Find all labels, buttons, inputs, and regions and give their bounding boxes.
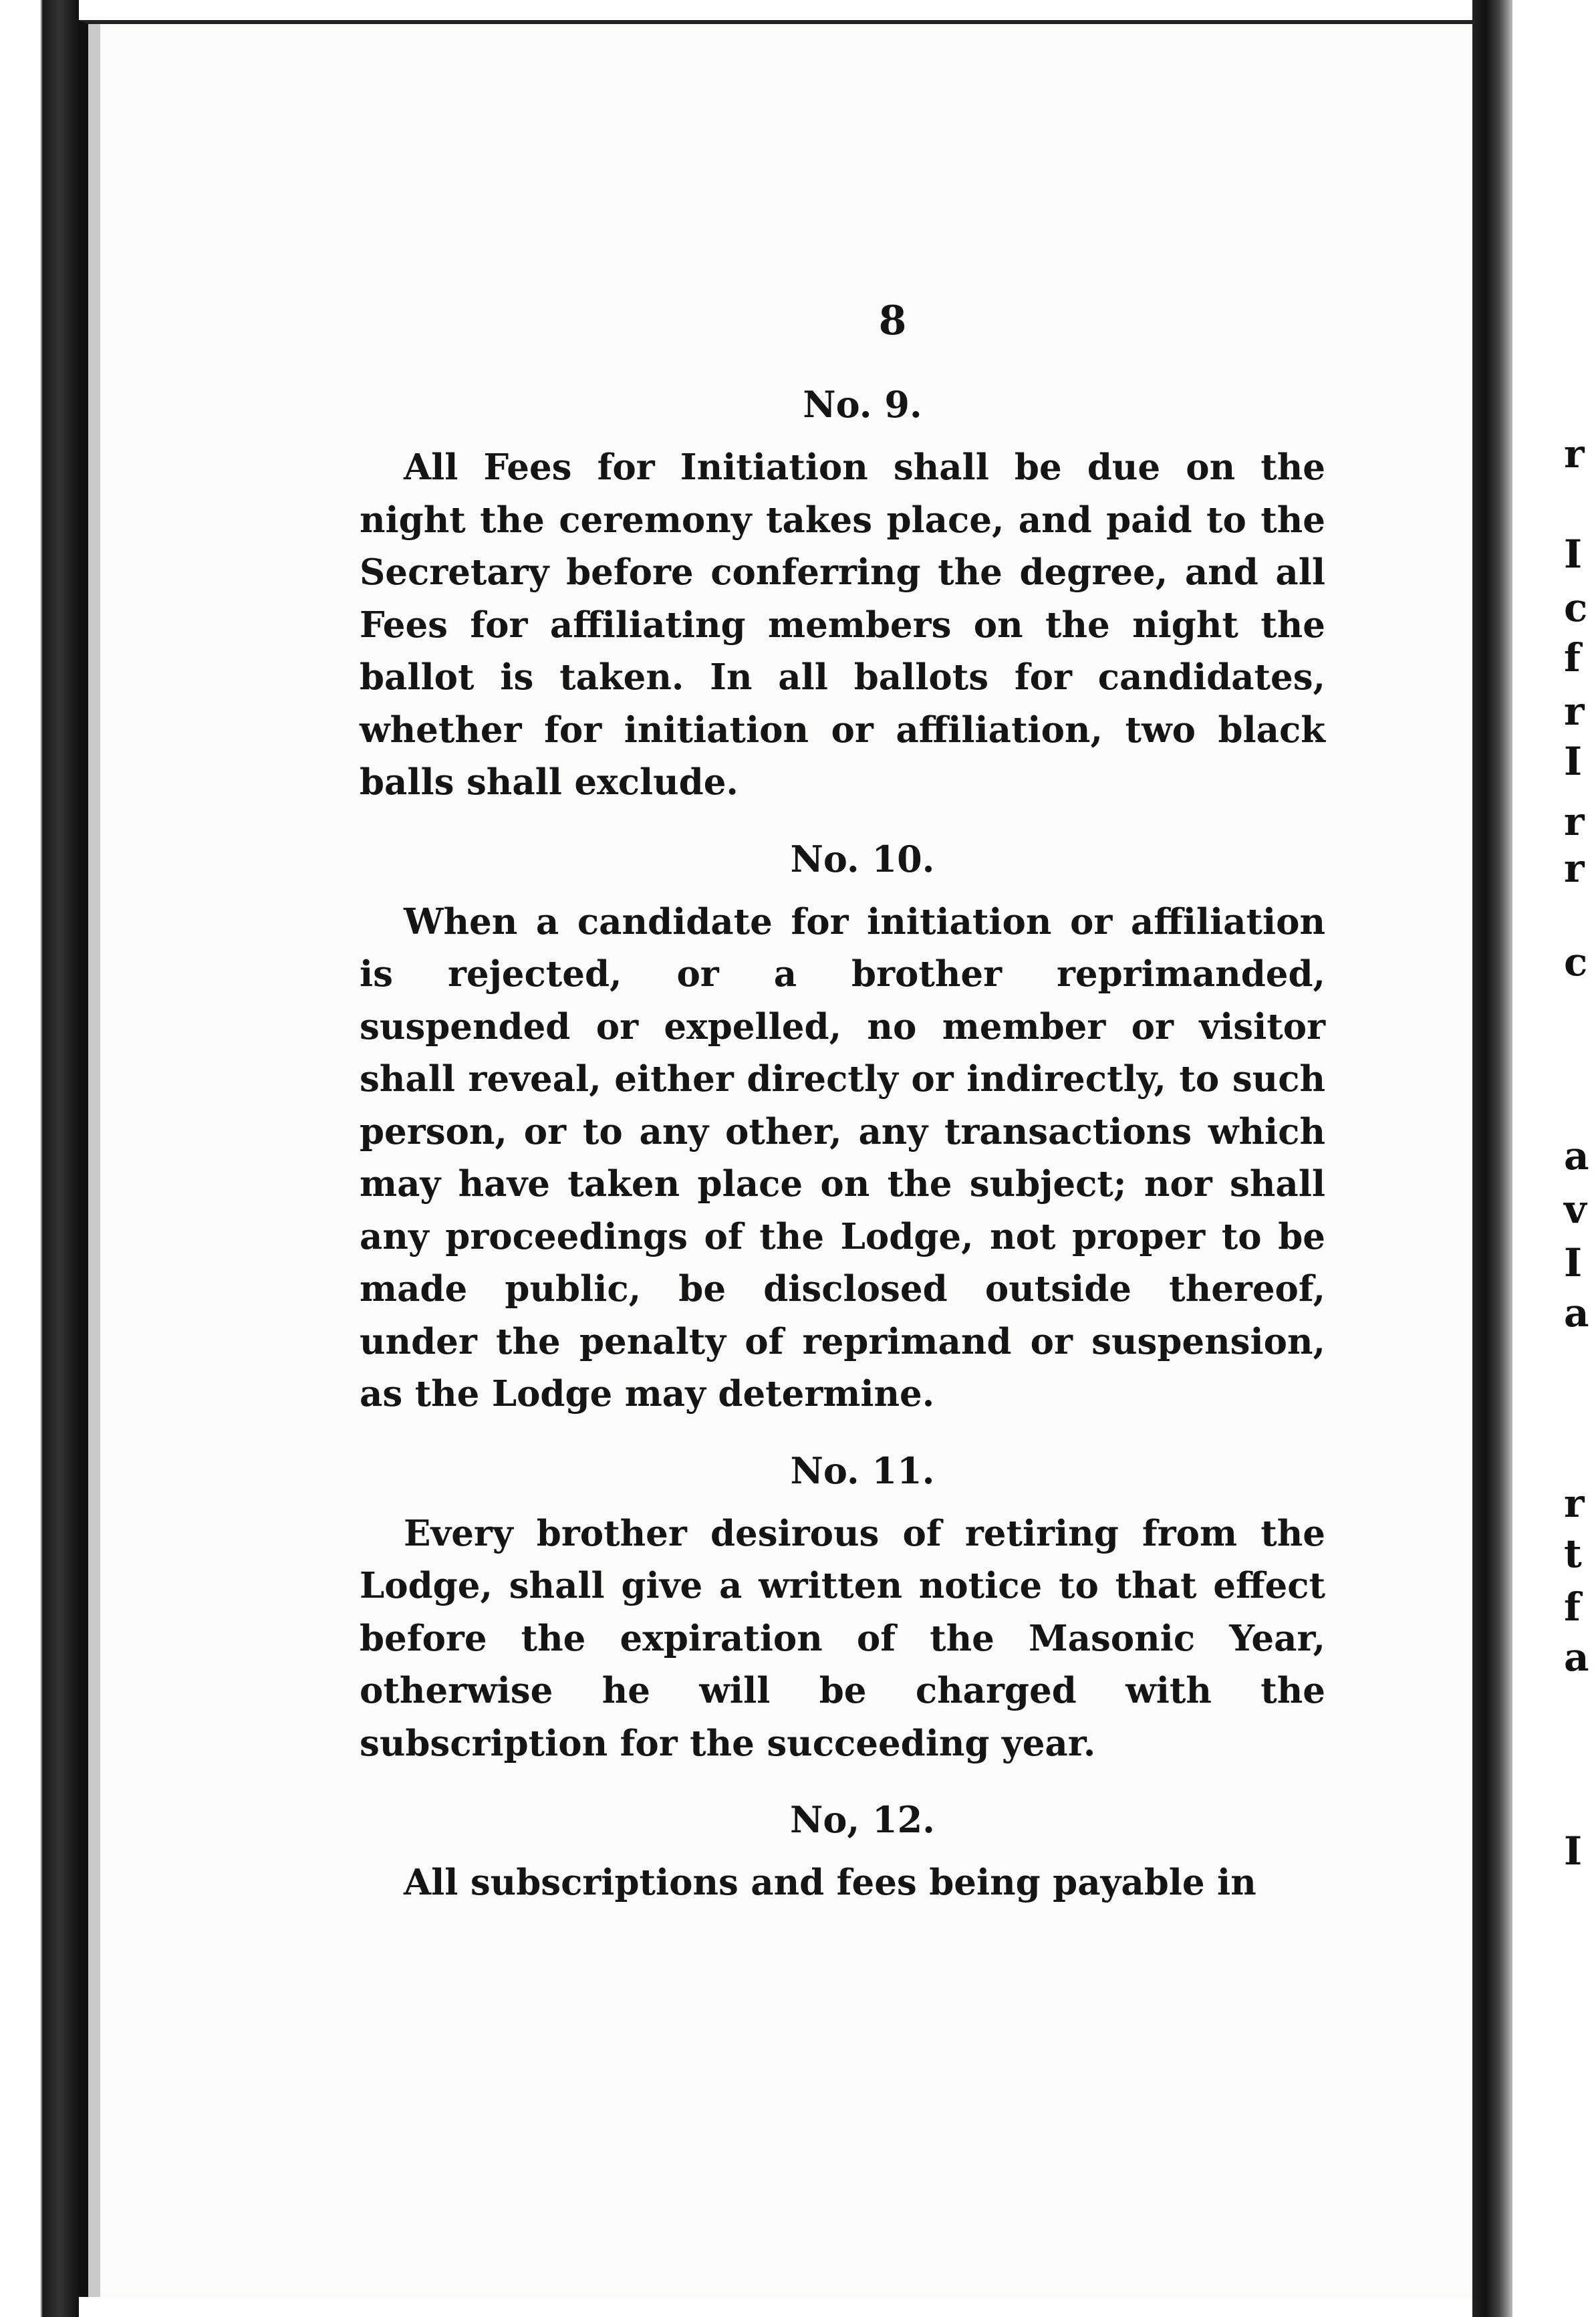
book-spine-edge	[0, 0, 79, 2317]
facing-page-char: c	[1564, 939, 1588, 985]
rule-paragraph: Every brother desirous of retiring from the Lodge, shall give a written notice to that effect before the expiration of the Masonic Year, otherwise he will be charged with the subscription for the succeeding year.	[360, 1512, 1325, 1764]
facing-page-char: f	[1564, 1584, 1581, 1630]
facing-page-char: I	[1564, 1240, 1583, 1286]
facing-page-char: I	[1564, 531, 1583, 577]
rule-heading: No. 10.	[790, 837, 935, 880]
book-gutter	[1472, 0, 1512, 2317]
facing-page-char: r	[1564, 846, 1585, 891]
page-text-block	[360, 294, 1325, 1936]
facing-page-char: a	[1564, 1634, 1589, 1680]
rule-paragraph: All subscriptions and fees being payable in	[404, 1862, 1256, 1903]
facing-page-char: c	[1564, 585, 1588, 630]
facing-page-text-fragments	[1564, 0, 1596, 2317]
facing-page-char: v	[1564, 1187, 1587, 1232]
rule-heading: No, 12.	[790, 1798, 935, 1841]
facing-page-char: I	[1564, 1828, 1583, 1874]
facing-page-char: t	[1564, 1531, 1582, 1576]
facing-page-char: r	[1564, 431, 1585, 477]
rule-paragraph: When a candidate for initiation or affiliation is rejected, or a brother reprimanded, suspended or expelled, no member or visitor shall reveal, either directly or indirectly, to such person, or to any other, any transactions which may have taken place on the subject; nor shall any proceedings of the Lodge, not proper to be made public, be disclosed outside thereof, under the penalty of reprimand or suspension, as the Lodge may determine.	[360, 900, 1325, 1415]
facing-page-char: f	[1564, 635, 1581, 681]
rule-heading: No. 11.	[790, 1449, 935, 1492]
rule-section	[360, 381, 1325, 809]
rule-heading: No. 9.	[803, 383, 922, 426]
facing-page-char: a	[1564, 1133, 1589, 1179]
rule-section	[360, 1447, 1325, 1770]
facing-page-char: r	[1564, 1481, 1585, 1526]
facing-page-char: r	[1564, 689, 1585, 734]
facing-page-char: r	[1564, 799, 1585, 844]
rule-section	[360, 1796, 1325, 1909]
facing-page-char: I	[1564, 739, 1583, 784]
rule-section	[360, 836, 1325, 1421]
page-number: 8	[878, 297, 907, 344]
facing-page-char: a	[1564, 1290, 1589, 1336]
rule-paragraph: All Fees for Initiation shall be due on the night the ceremony takes place, and paid to the Secretary before conferring the degree, and all Fees for affiliating members on the night the ballot is taken. In all ballots for candidates, whether for initiation or affiliation, two black balls shall exclude.	[360, 447, 1325, 803]
